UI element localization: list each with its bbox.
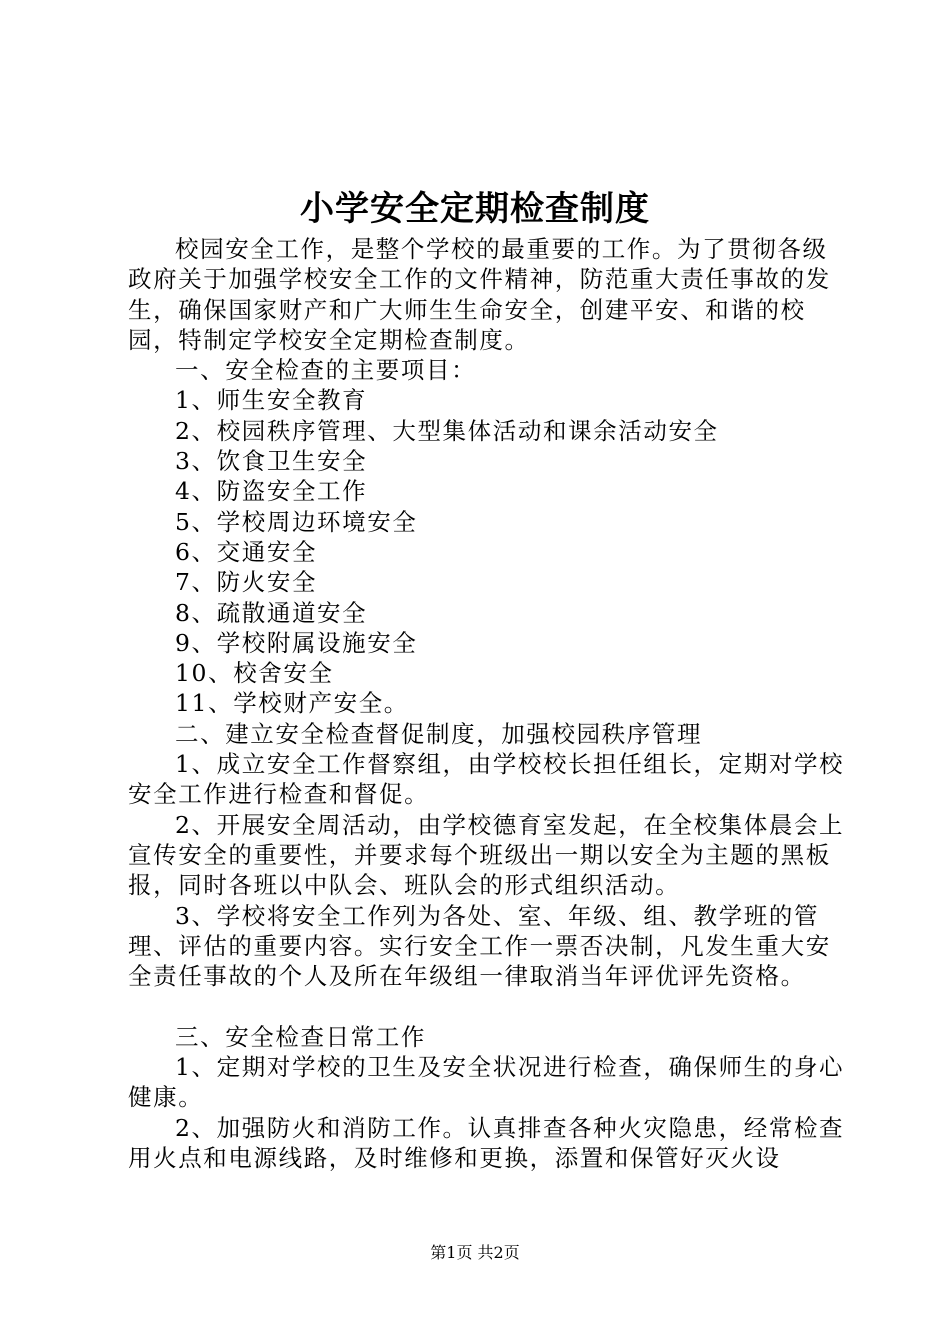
section-heading-3: 三、安全检查日常工作 [175,1022,426,1051]
list-item: 2、校园秩序管理、大型集体活动和课余活动安全 [175,416,719,445]
paragraph: 3、学校将安全工作列为各处、室、年级、组、教学班的管理、评估的重要内容。实行安全工作一票否决制，凡发生重大安全责任事故的个人及所在年级组一律取消当年评优评先资格。 [128,901,831,991]
paragraph: 1、定期对学校的卫生及安全状况进行检查，确保师生的身心健康。 [128,1053,845,1112]
list-item: 5、学校周边环境安全 [175,507,418,536]
list-item: 8、疏散通道安全 [175,598,368,627]
paragraph-intro: 校园安全工作，是整个学校的最重要的工作。为了贯彻各级政府关于加强学校安全工作的文件精神，防范重大责任事故的发生，确保国家财产和广大师生生命安全，创建平安、和谐的校园，特制定学校安全定期检查制度。 [128,235,831,354]
list-item: 1、师生安全教育 [175,386,368,415]
list-item: 11、学校财产安全。 [175,689,409,718]
paragraph: 1、成立安全工作督察组，由学校校长担任组长，定期对学校安全工作进行检查和督促。 [128,750,845,809]
list-item: 9、学校附属设施安全 [175,628,418,657]
document-title: 小学安全定期检查制度 [300,189,650,229]
section-heading-1: 一、安全检查的主要项目： [175,356,477,385]
list-item: 7、防火安全 [175,568,318,597]
document-body [128,234,848,1173]
section-heading-2: 二、建立安全检查督促制度，加强校园秩序管理 [175,719,703,748]
list-item: 10、校舍安全 [175,659,334,688]
paragraph: 2、开展安全周活动，由学校德育室发起，在全校集体晨会上宣传安全的重要性，并要求每个班级出一期以安全为主题的黑板报，同时各班以中队会、班队会的形式组织活动。 [128,810,845,900]
list-item: 3、饮食卫生安全 [175,447,368,476]
page-footer: 第1页 共2页 [430,1243,520,1262]
list-item: 6、交通安全 [175,537,318,566]
list-item: 4、防盗安全工作 [175,477,368,506]
blank-line [128,991,848,1021]
paragraph: 2、加强防火和消防工作。认真排查各种火灾隐患，经常检查用火点和电源线路，及时维修和更换，添置和保管好灭火设 [128,1113,845,1172]
